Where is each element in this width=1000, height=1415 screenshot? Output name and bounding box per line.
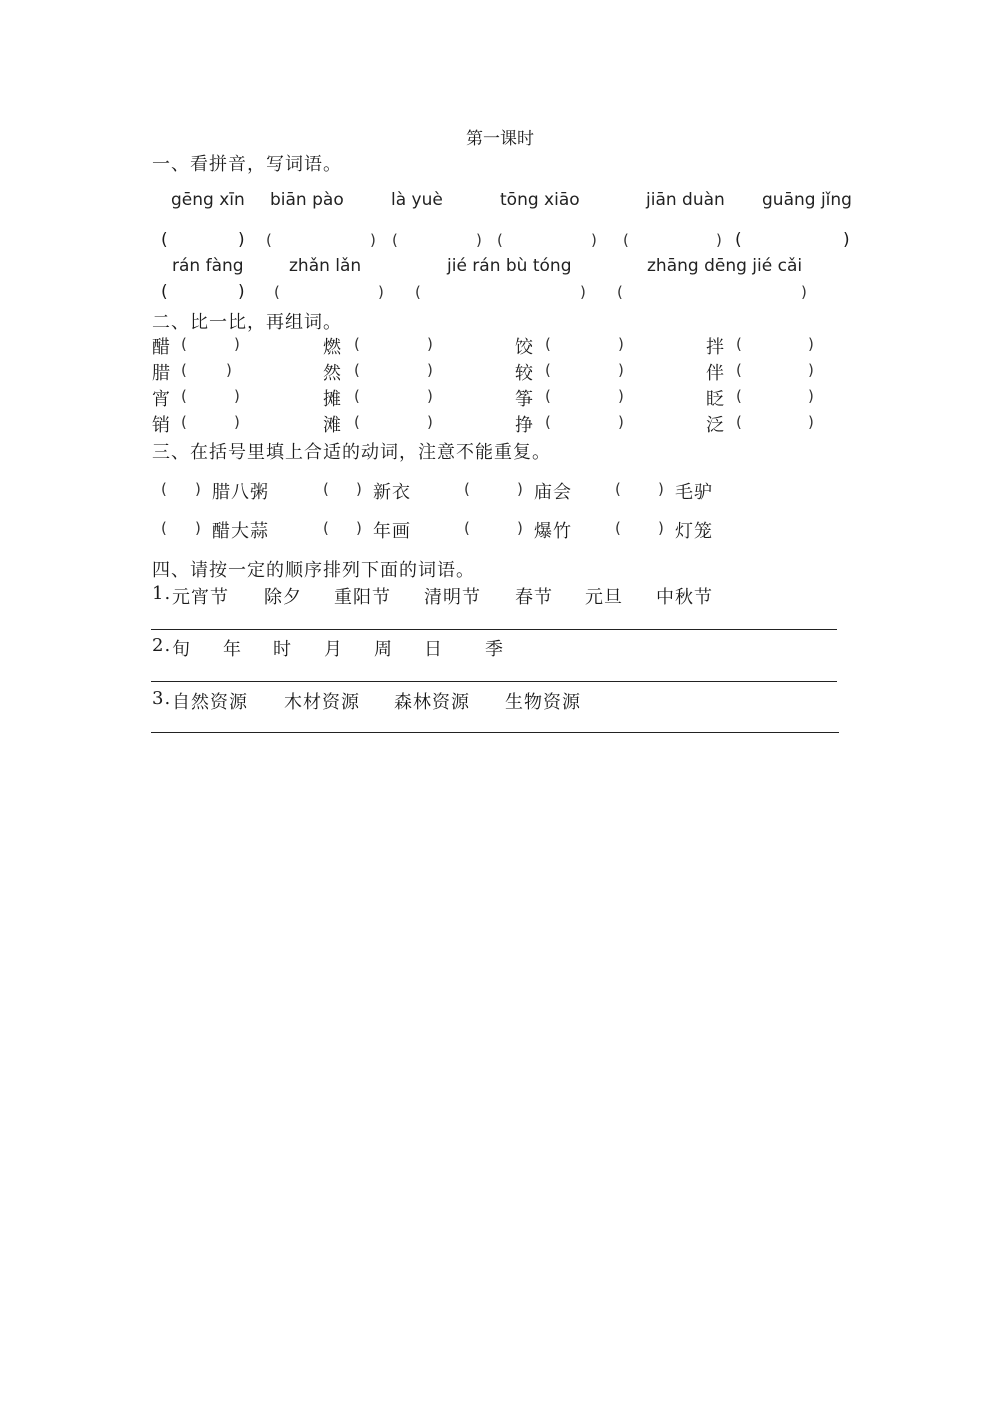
order-word: 旬	[172, 639, 191, 660]
order-word: 生物资源	[505, 692, 581, 713]
answer-paren-close: )	[378, 283, 384, 301]
answer-paren-open: (	[617, 283, 623, 301]
verb-object: 毛驴	[675, 482, 713, 503]
answer-paren-close: )	[356, 519, 362, 537]
compare-char: 筝	[515, 389, 533, 410]
compare-char: 饺	[515, 337, 533, 358]
answer-paren-open: (	[161, 480, 167, 498]
answer-paren-close: )	[427, 413, 433, 431]
answer-paren-open: (	[545, 361, 551, 379]
order-word: 自然资源	[172, 692, 248, 713]
answer-paren-open: (	[181, 361, 187, 379]
pinyin-5: jiān duàn	[646, 190, 725, 210]
answer-paren-close: )	[801, 283, 807, 301]
order-word: 重阳节	[334, 587, 391, 608]
answer-paren-close: )	[195, 480, 201, 498]
answer-paren-close: )	[808, 387, 814, 405]
compare-char: 宵	[152, 389, 170, 410]
answer-paren-close: )	[476, 231, 482, 249]
pinyin-3: là yuè	[391, 190, 443, 210]
order-word: 季	[485, 639, 504, 660]
answer-paren-close: )	[427, 361, 433, 379]
pinyin-1: gēng xīn	[171, 190, 245, 210]
pinyin-7: rán fàng	[172, 256, 244, 276]
answer-paren-open: (	[354, 413, 360, 431]
section4-heading: 四、请按一定的顺序排列下面的词语。	[152, 560, 475, 581]
answer-paren-open: (	[736, 361, 742, 379]
answer-paren-close: )	[356, 480, 362, 498]
answer-paren-close: )	[517, 519, 523, 537]
answer-paren-close: )	[238, 282, 245, 302]
order-word: 除夕	[264, 587, 302, 608]
answer-paren-open: (	[497, 231, 503, 249]
verb-object: 腊八粥	[212, 482, 269, 503]
compare-char: 挣	[515, 415, 533, 436]
answer-paren-open: (	[181, 335, 187, 353]
order-word: 元宵节	[172, 587, 229, 608]
compare-char: 较	[515, 363, 533, 384]
answer-paren-open: (	[161, 519, 167, 537]
page-title: 第一课时	[466, 129, 534, 149]
compare-char: 腊	[152, 363, 170, 384]
answer-paren-open: (	[545, 413, 551, 431]
order-word: 周	[374, 639, 393, 660]
compare-char: 眨	[706, 389, 724, 410]
order-word: 中秋节	[656, 587, 713, 608]
answer-paren-close: )	[517, 480, 523, 498]
answer-paren-open: (	[415, 283, 421, 301]
compare-char: 然	[323, 363, 341, 384]
verb-object: 爆竹	[534, 521, 572, 542]
answer-paren-close: )	[843, 230, 850, 250]
order-word: 森林资源	[394, 692, 470, 713]
answer-paren-close: )	[234, 335, 240, 353]
order-word: 木材资源	[284, 692, 360, 713]
pinyin-10: zhāng dēng jié cǎi	[647, 256, 803, 276]
answer-paren-open: (	[545, 335, 551, 353]
compare-char: 泛	[706, 415, 724, 436]
answer-paren-open: (	[615, 519, 621, 537]
answer-paren-close: )	[226, 361, 232, 379]
answer-paren-close: )	[427, 387, 433, 405]
answer-paren-open: (	[354, 361, 360, 379]
section3-heading: 三、在括号里填上合适的动词，注意不能重复。	[152, 442, 551, 463]
answer-line	[151, 629, 837, 630]
answer-paren-open: (	[623, 231, 629, 249]
pinyin-6: guāng jǐng	[762, 190, 852, 210]
compare-char: 销	[152, 415, 170, 436]
answer-paren-close: )	[808, 335, 814, 353]
answer-paren-open: (	[274, 283, 280, 301]
pinyin-2: biān pào	[270, 190, 344, 210]
answer-paren-close: )	[658, 480, 664, 498]
answer-paren-close: )	[618, 387, 624, 405]
answer-paren-open: (	[181, 413, 187, 431]
answer-paren-close: )	[580, 283, 586, 301]
compare-char: 伴	[706, 363, 724, 384]
answer-paren-close: )	[591, 231, 597, 249]
answer-paren-close: )	[658, 519, 664, 537]
order-word: 日	[424, 639, 443, 660]
verb-object: 庙会	[534, 482, 572, 503]
pinyin-8: zhǎn lǎn	[289, 256, 362, 276]
answer-paren-close: )	[238, 230, 245, 250]
question-number: 1.	[152, 583, 172, 604]
answer-paren-close: )	[808, 413, 814, 431]
answer-paren-open: (	[161, 282, 168, 302]
answer-paren-open: (	[323, 519, 329, 537]
verb-object: 新衣	[373, 482, 411, 503]
answer-paren-close: )	[808, 361, 814, 379]
answer-paren-open: (	[735, 230, 742, 250]
answer-paren-open: (	[464, 519, 470, 537]
answer-paren-open: (	[545, 387, 551, 405]
answer-paren-open: (	[736, 387, 742, 405]
answer-paren-open: (	[736, 413, 742, 431]
answer-paren-open: (	[392, 231, 398, 249]
answer-paren-open: (	[736, 335, 742, 353]
order-word: 元旦	[585, 587, 623, 608]
answer-paren-open: (	[354, 335, 360, 353]
order-word: 春节	[515, 587, 553, 608]
answer-paren-open: (	[464, 480, 470, 498]
question-number: 3.	[152, 688, 172, 709]
answer-line	[151, 732, 839, 733]
verb-object: 年画	[373, 521, 411, 542]
answer-paren-close: )	[618, 361, 624, 379]
verb-object: 醋大蒜	[212, 521, 269, 542]
order-word: 清明节	[424, 587, 481, 608]
answer-paren-open: (	[615, 480, 621, 498]
answer-line	[151, 681, 837, 682]
answer-paren-open: (	[323, 480, 329, 498]
section1-heading: 一、看拼音，写词语。	[152, 154, 342, 175]
answer-paren-open: (	[161, 230, 168, 250]
answer-paren-close: )	[195, 519, 201, 537]
answer-paren-close: )	[370, 231, 376, 249]
section2-heading: 二、比一比，再组词。	[152, 312, 342, 333]
order-word: 月	[324, 639, 343, 660]
pinyin-9: jié rán bù tóng	[447, 256, 572, 276]
answer-paren-close: )	[618, 413, 624, 431]
answer-paren-close: )	[618, 335, 624, 353]
compare-char: 燃	[323, 337, 341, 358]
compare-char: 滩	[323, 415, 341, 436]
order-word: 时	[273, 639, 292, 660]
compare-char: 拌	[706, 337, 724, 358]
answer-paren-open: (	[181, 387, 187, 405]
answer-paren-open: (	[354, 387, 360, 405]
verb-object: 灯笼	[675, 521, 713, 542]
compare-char: 醋	[152, 337, 170, 358]
question-number: 2.	[152, 635, 172, 656]
pinyin-4: tōng xiāo	[500, 190, 580, 210]
answer-paren-open: (	[266, 231, 272, 249]
answer-paren-close: )	[427, 335, 433, 353]
answer-paren-close: )	[234, 413, 240, 431]
compare-char: 摊	[323, 389, 341, 410]
order-word: 年	[223, 639, 242, 660]
answer-paren-close: )	[716, 231, 722, 249]
answer-paren-close: )	[234, 387, 240, 405]
